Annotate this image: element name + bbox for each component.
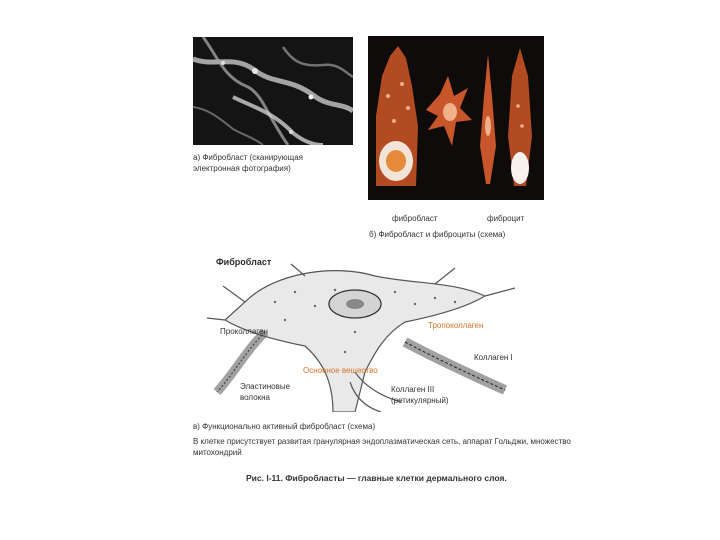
panel-a-caption-line2: электронная фотография) — [193, 164, 291, 173]
label-collagen-3-line1: Коллаген III — [391, 385, 435, 394]
panel-c-caption: в) Функционально активный фибробласт (схема) — [193, 422, 376, 431]
description-line1: В клетке присутствует развитая гранулярная эндоплазматическая сеть, аппарат Гольджи, множество — [193, 437, 571, 446]
label-elastic-fibers-line1: Эластиновые — [240, 382, 291, 391]
label-ground-substance: Основное вещество — [303, 366, 378, 375]
sem-photo — [193, 37, 353, 145]
description-line2: митохондрий — [193, 448, 242, 457]
label-collagen-1: Коллаген I — [474, 353, 513, 362]
label-procollagen: Проколлаген — [220, 327, 268, 336]
panel-a-caption-line1: а) Фибробласт (сканирующая — [193, 153, 303, 162]
panel-b-caption: б) Фибробласт и фиброциты (схема) — [369, 230, 506, 239]
panel-b-label-fibrocyte: фиброцит — [487, 214, 525, 223]
label-tropocollagen: Тропоколлаген — [428, 321, 484, 330]
panel-c-title: Фибробласт — [216, 257, 272, 267]
panel-b-label-fibroblast: фибробласт — [392, 214, 438, 223]
fibroblast-fibrocyte-schema — [368, 36, 544, 200]
label-collagen-3-line2: (ретикулярный) — [391, 396, 449, 405]
figure-caption: Рис. I-11. Фибробласты — главные клетки дермального слоя. — [246, 473, 507, 483]
label-elastic-fibers-line2: волокна — [240, 393, 271, 402]
